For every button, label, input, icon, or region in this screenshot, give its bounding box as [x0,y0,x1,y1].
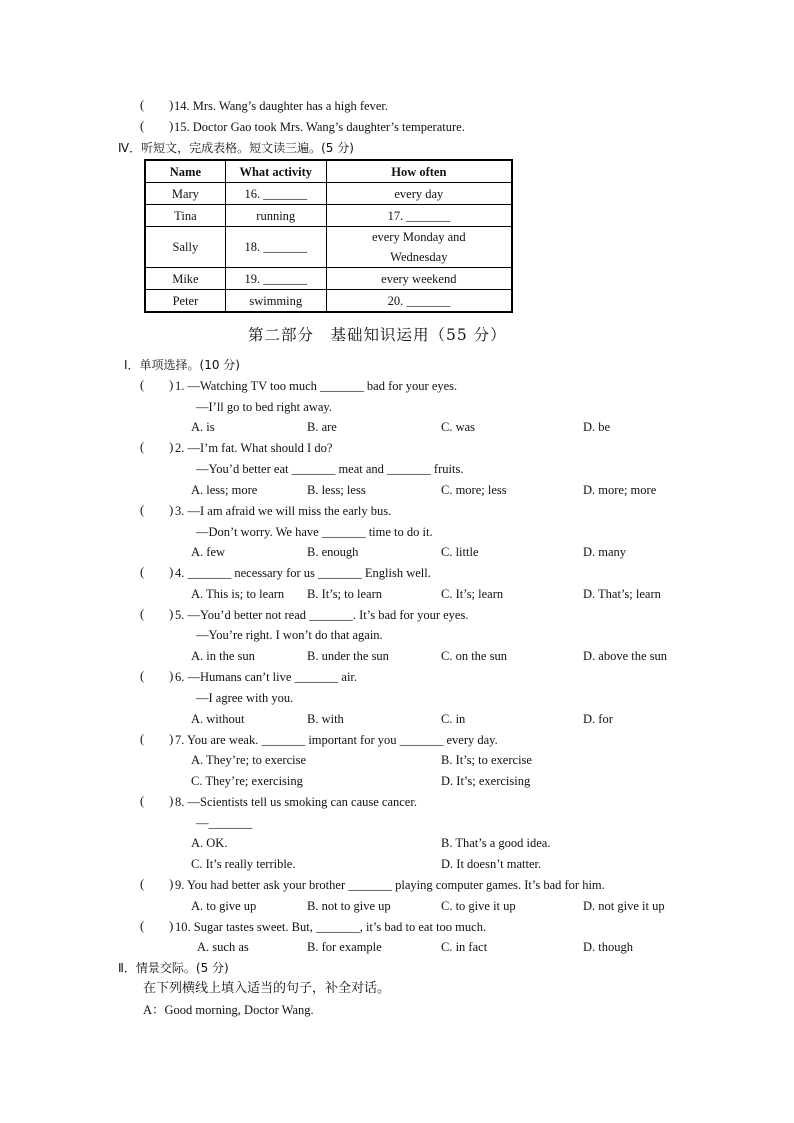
question-follow: —I’ll go to bed right away. [196,400,332,414]
question-stem: 3. —I am afraid we will miss the early bus. [175,504,392,518]
option-a[interactable]: A. less; more [191,483,258,497]
option-b[interactable]: B. for example [307,940,382,954]
answer-paren[interactable]: ( ) [140,119,174,133]
option-b[interactable]: B. not to give up [307,899,391,913]
table-row [145,227,512,268]
question-stem: 8. —Scientists tell us smoking can cause cancer. [175,795,417,809]
option-a[interactable]: A. few [191,545,226,559]
answer-paren[interactable]: ( ) [140,794,174,808]
section-2-instruction: 在下列横线上填入适当的句子，补全对话。 [143,981,391,996]
option-b[interactable]: B. are [307,420,337,434]
option-c[interactable]: C. more; less [441,483,507,497]
option-b[interactable]: B. under the sun [307,649,389,663]
table-header: Name [145,160,225,183]
answer-paren[interactable]: ( ) [140,669,174,683]
option-d[interactable]: D. not give it up [583,899,665,913]
option-c[interactable]: C. little [441,545,479,559]
question-stem: 6. —Humans can’t live _______ air. [175,670,358,684]
option-b[interactable]: B. That’s a good idea. [441,836,551,850]
table-header-row [145,160,512,183]
option-b[interactable]: B. It’s; to exercise [441,753,532,767]
question-stem: 7. You are weak. _______ important for you _______ every day. [175,733,498,747]
option-c[interactable]: C. It’s really terrible. [191,857,296,871]
option-a[interactable]: A. OK. [191,836,228,850]
listening-item-15: 15. Doctor Gao took Mrs. Wang’s daughter’s temperature. [174,120,465,134]
answer-paren[interactable]: ( ) [140,503,174,517]
option-b[interactable]: B. It’s; to learn [307,587,382,601]
table-cell: every day [326,183,512,205]
question-follow: —Don’t worry. We have _______ time to do it. [196,525,433,539]
option-b[interactable]: B. with [307,712,344,726]
answer-paren[interactable]: ( ) [140,732,174,746]
option-d[interactable]: D. many [583,545,627,559]
table-cell-blank[interactable]: 20. _______ [326,290,512,313]
option-a[interactable]: A. is [191,420,215,434]
dialogue-line-a: A：Good morning, Doctor Wang. [143,1003,314,1017]
table-cell: running [225,205,326,227]
option-c[interactable]: C. on the sun [441,649,507,663]
option-c[interactable]: C. It’s; learn [441,587,504,601]
answer-paren[interactable]: ( ) [140,919,174,933]
option-a[interactable]: A. They’re; to exercise [191,753,306,767]
question-stem: 1. —Watching TV too much _______ bad for your eyes. [175,379,458,393]
question-follow: —_______ [196,816,253,830]
table-row [145,183,512,205]
option-d[interactable]: D. It doesn’t matter. [441,857,542,871]
part-2-title: 第二部分 基础知识运用（55 分） [248,326,507,344]
section-1-heading: Ⅰ．单项选择。(10 分) [124,358,240,372]
table-cell-blank[interactable]: 19. _______ [225,268,326,290]
table-row [145,268,512,290]
table-cell: Sally [145,227,225,268]
option-c[interactable]: C. They’re; exercising [191,774,303,788]
table-cell-blank[interactable]: 16. _______ [225,183,326,205]
option-d[interactable]: D. though [583,940,633,954]
option-c[interactable]: C. in fact [441,940,488,954]
option-a[interactable]: A. to give up [191,899,257,913]
question-stem: 4. _______ necessary for us _______ English well. [175,566,431,580]
table-cell: every weekend [326,268,512,290]
answer-paren[interactable]: ( ) [140,98,174,112]
option-c[interactable]: C. to give it up [441,899,516,913]
option-d[interactable]: D. more; more [583,483,657,497]
option-a[interactable]: A. This is; to learn [191,587,285,601]
section-2-heading: Ⅱ．情景交际。(5 分) [118,961,229,975]
answer-paren[interactable]: ( ) [140,565,174,579]
question-follow: —I agree with you. [196,691,294,705]
option-d[interactable]: D. be [583,420,611,434]
question-stem: 9. You had better ask your brother _______ playing computer games. It’s bad for him. [175,878,605,892]
answer-paren[interactable]: ( ) [140,378,174,392]
table-cell: Mary [145,183,225,205]
question-stem: 5. —You’d better not read _______. It’s bad for your eyes. [175,608,469,622]
answer-paren[interactable]: ( ) [140,440,174,454]
table-cell-blank[interactable]: 18. _______ [225,227,326,268]
question-stem: 10. Sugar tastes sweet. But, _______, it’s bad to eat too much. [175,920,487,934]
option-c[interactable]: C. was [441,420,476,434]
table-header: What activity [225,160,326,183]
question-stem: 2. —I’m fat. What should I do? [175,441,333,455]
answer-paren[interactable]: ( ) [140,877,174,891]
table-header: How often [326,160,512,183]
question-follow: —You’d better eat _______ meat and _______ fruits. [196,462,464,476]
table-cell: Tina [145,205,225,227]
answer-paren[interactable]: ( ) [140,607,174,621]
option-d[interactable]: D. It’s; exercising [441,774,531,788]
option-a[interactable]: A. without [191,712,245,726]
option-d[interactable]: D. for [583,712,613,726]
option-a[interactable]: A. such as [197,940,249,954]
option-d[interactable]: D. That’s; learn [583,587,661,601]
option-b[interactable]: B. less; less [307,483,366,497]
table-row [145,205,512,227]
question-follow: —You’re right. I won’t do that again. [196,628,383,642]
section-4-heading: Ⅳ．听短文，完成表格。短文读三遍。(5 分) [118,141,354,155]
listening-item-14: 14. Mrs. Wang’s daughter has a high fever. [174,99,388,113]
option-b[interactable]: B. enough [307,545,359,559]
table-cell: Mike [145,268,225,290]
table-cell: every Monday and Wednesday [326,227,512,268]
option-d[interactable]: D. above the sun [583,649,668,663]
listening-table [144,159,513,313]
table-cell: swimming [225,290,326,313]
option-c[interactable]: C. in [441,712,466,726]
table-cell-blank[interactable]: 17. _______ [326,205,512,227]
table-cell: Peter [145,290,225,313]
option-a[interactable]: A. in the sun [191,649,255,663]
table-row [145,290,512,313]
